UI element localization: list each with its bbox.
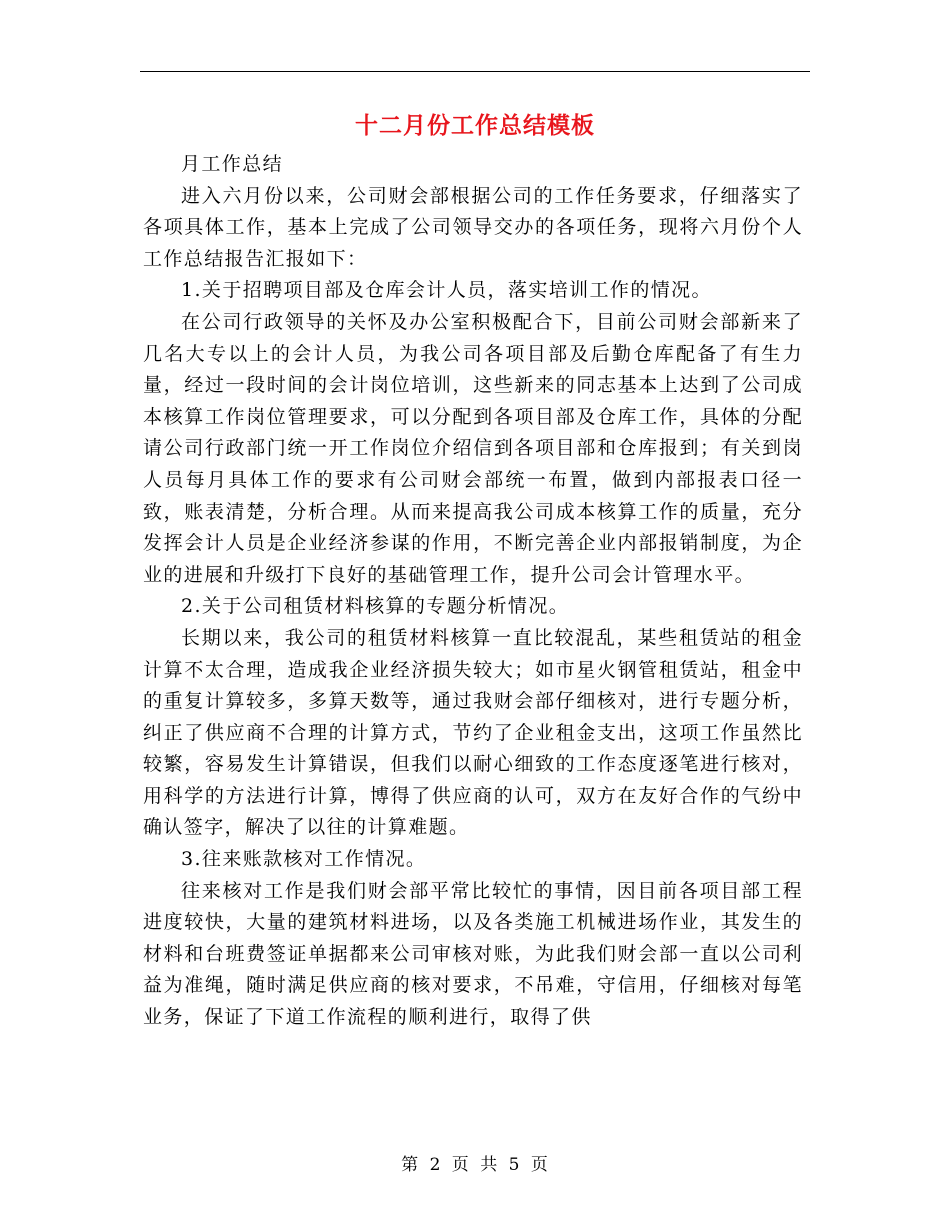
body-paragraph: 月工作总结 <box>181 153 284 175</box>
document-body <box>143 149 803 1034</box>
page-number-footer: 第 2 页 共 5 页 <box>401 1155 549 1175</box>
document-title: 十二月份工作总结模板 <box>355 112 595 139</box>
header-rule <box>140 71 810 72</box>
section-heading: 3.往来账款核对工作情况。 <box>181 848 427 871</box>
section-heading: 2.关于公司租赁材料核算的专题分析情况。 <box>181 595 570 618</box>
body-paragraph: 在公司行政领导的关怀及办公室积极配合下，目前公司财会部新来了几名大专以上的会计人员，为我公司各项目部及后勤仓库配备了有生力量，经过一段时间的会计岗位培训，这些新来的同志基本上达到了公司成本核算工作岗位管理要求，可以分配到各项目部及仓库工作，具体的分配请公司行政部门统一开工作岗位介绍信到各项目部和仓库报到；有关到岗人员每月具体工作的要求有公司财会部统一布置，做到内部报表口径一致，账表清楚，分析合理。从而来提高我公司成本核算工作的质量，充分发挥会计人员是企业经济参谋的作用，不断完善企业内部报销制度，为企业的进展和升级打下良好的基础管理工作，提升公司会计管理水平。 <box>143 310 803 586</box>
body-paragraph: 进入六月份以来，公司财会部根据公司的工作任务要求，仔细落实了各项具体工作，基本上完成了公司领导交办的各项任务，现将六月份个人工作总结报告汇报如下： <box>143 184 803 270</box>
section-heading: 1.关于招聘项目部及仓库会计人员，落实培训工作的情况。 <box>181 279 712 302</box>
body-paragraph: 往来核对工作是我们财会部平常比较忙的事情，因目前各项目部工程进度较快，大量的建筑材料进场，以及各类施工机械进场作业，其发生的材料和台班费签证单据都来公司审核对账，为此我们财会部一直以公司利益为准绳，随时满足供应商的核对要求，不吊难，守信用，仔细核对每笔业务，保证了下道工作流程的顺利进行，取得了供 <box>143 879 803 1029</box>
body-paragraph: 长期以来，我公司的租赁材料核算一直比较混乱，某些租赁站的租金计算不太合理，造成我企业经济损失较大；如市星火钢管租赁站，租金中的重复计算较多，多算天数等，通过我财会部仔细核对，进行专题分析，纠正了供应商不合理的计算方式，节约了企业租金支出，这项工作虽然比较繁，容易发生计算错误，但我们以耐心细致的工作态度逐笔进行核对，用科学的方法进行计算，博得了供应商的认可，双方在友好合作的气纷中确认签字，解决了以往的计算难题。 <box>143 626 803 839</box>
